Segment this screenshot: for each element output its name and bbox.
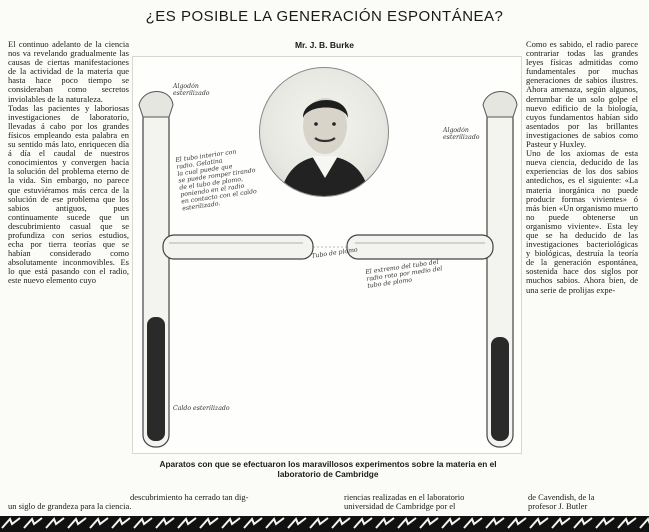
bottom-text-right: de Cavendish, de la [528,492,595,502]
author-byline: Mr. J. B. Burke [294,40,355,50]
note-algodon-left: Algodón esterilizado [173,83,210,97]
bottom-text-mid-right-2: universidad de Cambridge por el [344,501,456,511]
right-column-text: Como es sabido, el radio parece contrariar todas las grandes leyes físicas admitidas como fundamentales por muchas generaciones de sabios ilustres. Ahora amenaza, según algunos, derrumbar de un solo golpe el nuevo edificio de la biología, cuyos fundamentos habían sido asentados por las brillantes investigaciones de sabios como Pasteur y Huxley. Uno de los axiomas de esta nueva ciencia, deducido de las experiencias de los dos sabios antedichos, es el siguiente: «La materia inorgánica no puede producir formas vivientes» ó más bien «Un organismo muerto no puede obtenerse un organismo viviente». Esta ley que se ha deducido de las investigaciones bacteriológicas y biológicas, destruía la teoría de la generación espontánea, sostenida hace dos siglos por muchos sabios. Ahora bien, de una serie de prolijas expe- [526,40,638,295]
figure-caption: Aparatos con que se efectuaron los maravillosos experimentos sobre la materia en el laboratorio de Cambridge [159,459,497,479]
portrait-burke [259,67,389,197]
bottom-text-mid-left: descubrimiento ha cerrado tan dig- [130,492,249,502]
left-column-text: El continuo adelanto de la ciencia nos va revelando gradualmente las causas de ciertas manifestaciones de la actividad de la materia que hasta hace poco tiempo se consideraban como secretos inviolables de la naturaleza. Todas las pacientes y laboriosas investigaciones de laboratorio, llevadas á cabo por los grandes físicos empleando esta palabra en su sentido más lato, enriquecen día á día el caudal de nuestros conocimientos y convergen hacia la solución del problema eterno de la vida. Sin embargo, no parece que estuviéramos más cerca de la solución de ese problema que los sabios antiguos, pues continuamente sucede que un descubrimiento casual que se profundiza con serios estudios, echa por tierra teorías que se habían considerado como absolutamente inconmovibles. Es lo que está pasando con el radio, este nuevo elemento cuyo [8,40,129,286]
note-algodon-right: Algodón esterilizado [443,127,480,141]
article-title: ¿ES POSIBLE LA GENERACIÓN ESPONTÁNEA? [145,8,504,25]
note-tube-end: El extremo del tubo del radio roto por medio del tubo de plomo [365,258,443,290]
note-caldo: Caldo esterilizado [173,405,230,412]
bottom-text-left: un siglo de grandeza para la ciencia. [8,501,132,511]
bottom-text-mid-right: riencias realizadas en el laboratorio [344,492,465,502]
portrait-image [260,68,389,197]
note-tube-inner: El tubo interior con radio. Gelatina la cual puede que se puede romper tirando de el tubo de plomo, poniendo en el radio en contacto con el caldo esterilizado. [175,148,258,213]
figure-illustration [132,56,522,454]
decorative-border [0,516,649,532]
border-pattern [0,516,649,532]
note-tubo-plomo: Tubo de plomo [311,246,359,260]
bottom-text-right-2: profesor J. Butler [528,501,588,511]
